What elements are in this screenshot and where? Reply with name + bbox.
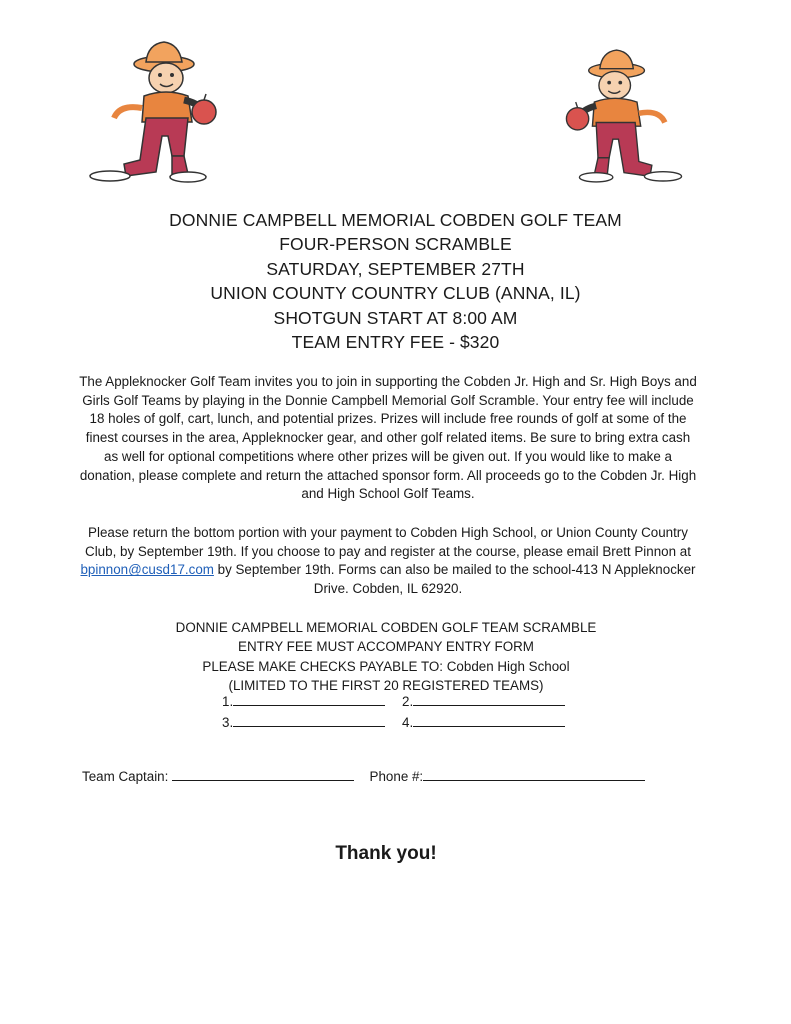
player-2-field[interactable] [402, 692, 565, 713]
thank-you-message: Thank you! [335, 843, 437, 864]
event-title: DONNIE CAMPBELL MEMORIAL COBDEN GOLF TEAM [169, 210, 622, 230]
intro-paragraph: The Appleknocker Golf Team invites you to join in supporting the Cobden Jr. High and Sr. High Boys and Girls Golf Teams by playing in the Donnie Campbell Memorial Golf Scramble. Your entry fee will include 18 holes of golf, cart, lunch, and potential prizes. Prizes will include free rounds of golf at some of the finest courses in the area, Appleknocker gear, and other golf related items. Be sure to bring extra cash as well for optional competitions where other prizes will be given out. If you would like to make a donation, please complete and return the attached sponsor form. All proceeds go to the Cobden Jr. High and High School Golf Teams. [79, 374, 697, 502]
player-4-field[interactable] [402, 713, 565, 734]
event-date: SATURDAY, SEPTEMBER 27TH [266, 258, 525, 279]
phone-field[interactable] [423, 768, 645, 781]
phone-label: Phone #: [369, 769, 424, 784]
team-captain-label: Team Captain: [82, 769, 169, 784]
player-4-label: 4. [402, 714, 414, 730]
player-1-label: 1. [222, 694, 234, 709]
team-captain-field[interactable] [172, 768, 354, 781]
contact-email-link[interactable]: bpinnon@cusd17.com [80, 562, 214, 578]
return-info-text-continued: by September 19th. Forms can also be mailed to the school-413 N Appleknocker Drive. Cobden, IL 62920. [213, 562, 696, 597]
event-header [0, 208, 791, 354]
player-entry-lines [0, 692, 791, 733]
entry-form-heading [0, 618, 772, 695]
form-fee-note: ENTRY FEE MUST ACCOMPANY ENTRY FORM [238, 639, 534, 655]
mascot-figure [566, 50, 681, 182]
player-1-field[interactable] [222, 692, 385, 713]
mascot-figure [90, 42, 216, 182]
player-3-field[interactable] [222, 713, 385, 734]
appleknocker-mascot-right [559, 48, 689, 184]
return-info-paragraph [78, 524, 698, 599]
captain-phone-row [82, 768, 722, 784]
event-start-time: SHOTGUN START AT 8:00 AM [273, 307, 518, 328]
event-venue: UNION COUNTY COUNTRY CLUB (ANNA, IL) [210, 283, 581, 304]
player-3-label: 3. [222, 714, 234, 730]
appleknocker-mascot-left [84, 38, 224, 184]
form-title: DONNIE CAMPBELL MEMORIAL COBDEN GOLF TEAM SCRAMBLE [175, 620, 597, 635]
return-info-text: Please return the bottom portion with your payment to Cobden High School, or Union County Country Club, by September 19th. If you choose to pay and register at the course, please email Brett Pinnon at [85, 525, 691, 559]
form-limit-note: (LIMITED TO THE FIRST 20 REGISTERED TEAMS) [228, 677, 544, 693]
form-payable-note: PLEASE MAKE CHECKS PAYABLE TO: Cobden High School [202, 658, 570, 674]
player-2-label: 2. [402, 694, 414, 709]
event-entry-fee: TEAM ENTRY FEE - $320 [291, 332, 500, 353]
event-format: FOUR-PERSON SCRAMBLE [279, 234, 512, 255]
